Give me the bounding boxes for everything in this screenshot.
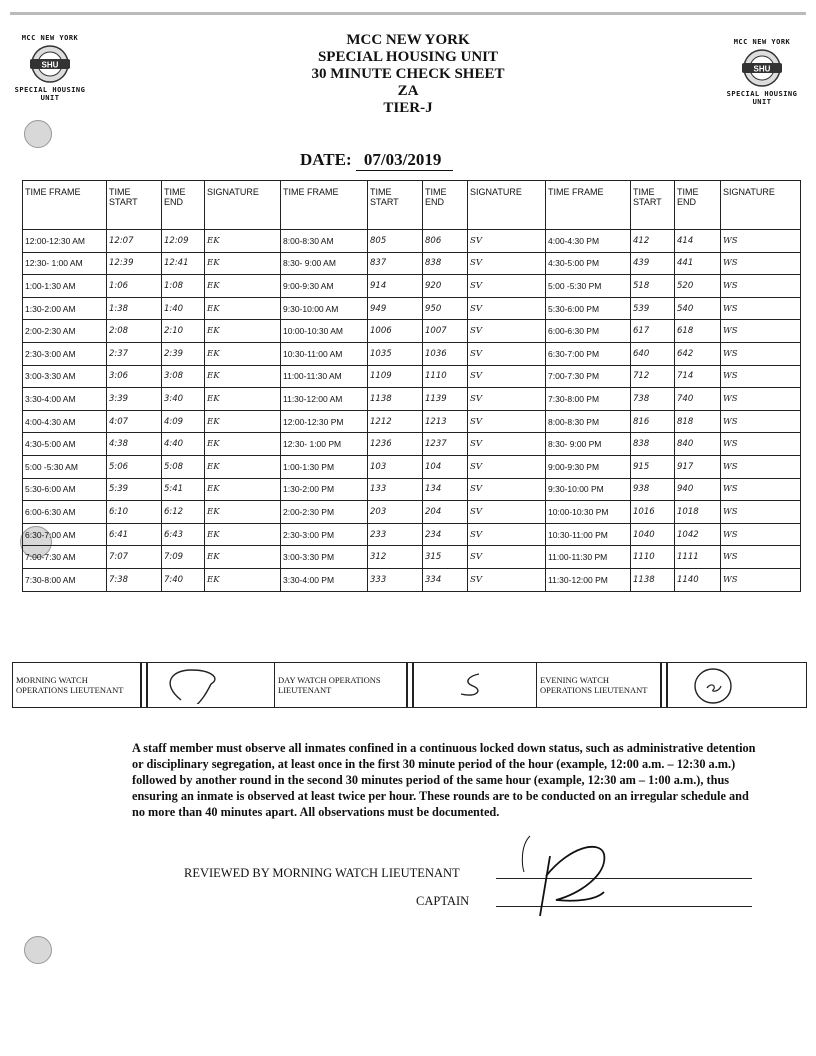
time-frame-cell: 7:00-7:30 AM — [23, 546, 107, 569]
right-seal-text: SHU — [753, 64, 771, 74]
time-start-cell: 412 — [631, 230, 675, 253]
time-start-cell: 640 — [631, 342, 675, 365]
signature-cell: EK — [205, 433, 281, 456]
time-frame-cell: 8:30- 9:00 AM — [281, 252, 368, 275]
column-header: TIME START — [368, 181, 423, 230]
time-end-cell: 1042 — [675, 523, 721, 546]
table-row — [23, 433, 801, 456]
time-frame-cell: 10:30-11:00 PM — [546, 523, 631, 546]
signature-cell: EK — [205, 342, 281, 365]
signature-cell: EK — [205, 523, 281, 546]
time-start-cell: 1016 — [631, 501, 675, 524]
time-frame-cell: 8:30- 9:00 PM — [546, 433, 631, 456]
time-frame-cell: 6:00-6:30 AM — [23, 501, 107, 524]
time-end-cell: 7:09 — [162, 546, 205, 569]
signature-cell: EK — [205, 230, 281, 253]
time-start-cell: 439 — [631, 252, 675, 275]
signature-cell: WS — [721, 478, 801, 501]
time-frame-cell: 9:00-9:30 PM — [546, 455, 631, 478]
time-frame-cell: 5:30-6:00 AM — [23, 478, 107, 501]
time-end-cell: 838 — [423, 252, 468, 275]
signature-cell: SV — [468, 478, 546, 501]
column-header: SIGNATURE — [205, 181, 281, 230]
time-frame-cell: 9:30-10:00 AM — [281, 297, 368, 320]
signature-cell: SV — [468, 568, 546, 591]
time-start-cell: 1236 — [368, 433, 423, 456]
time-end-cell: 740 — [675, 388, 721, 411]
column-header: TIME FRAME — [546, 181, 631, 230]
time-end-cell: 1007 — [423, 320, 468, 343]
evening-watch-label: EVENING WATCH OPERATIONS LIEUTENANT — [537, 663, 661, 708]
title-line: 30 MINUTE CHECK SHEET — [311, 66, 505, 82]
signature-cell: WS — [721, 455, 801, 478]
time-end-cell: 5:41 — [162, 478, 205, 501]
time-start-cell: 1035 — [368, 342, 423, 365]
time-start-cell: 915 — [631, 455, 675, 478]
time-start-cell: 1:38 — [107, 297, 162, 320]
title-line: MCC NEW YORK — [346, 32, 470, 48]
table-row — [23, 252, 801, 275]
time-end-cell: 4:09 — [162, 410, 205, 433]
table-row — [23, 523, 801, 546]
time-end-cell: 7:40 — [162, 568, 205, 591]
day-watch-label: DAY WATCH OPERATIONS LIEUTENANT — [275, 663, 407, 708]
time-frame-cell: 11:00-11:30 AM — [281, 365, 368, 388]
signature-cell: SV — [468, 388, 546, 411]
time-end-cell: 642 — [675, 342, 721, 365]
signature-cell: WS — [721, 230, 801, 253]
time-start-cell: 5:06 — [107, 455, 162, 478]
time-end-cell: 104 — [423, 455, 468, 478]
time-frame-cell: 7:30-8:00 PM — [546, 388, 631, 411]
signature-cell: SV — [468, 410, 546, 433]
column-header: TIME FRAME — [23, 181, 107, 230]
time-end-cell: 806 — [423, 230, 468, 253]
time-frame-cell: 9:00-9:30 AM — [281, 275, 368, 298]
date-label: DATE: — [300, 150, 352, 169]
policy-notice: A staff member must observe all inmates confined in a continuous locked down status, such as administrative detention or disciplinary segregation, at least once in the first 30 minute period of the hour (example, 12:00 a.m. – 12:30 a.m.) followed by another round in the second 30 minutes period of the same hour (example, 12:30 am – 1:00 a.m.), thus ensuring an inmate is observed at least twice per hour. These rounds are to be conducted on an irregular schedule and no more than 40 minutes apart. All observations must be documented. — [132, 741, 756, 819]
time-frame-cell: 4:00-4:30 AM — [23, 410, 107, 433]
time-frame-cell: 12:30- 1:00 PM — [281, 433, 368, 456]
time-frame-cell: 10:00-10:30 AM — [281, 320, 368, 343]
time-start-cell: 1138 — [631, 568, 675, 591]
time-frame-cell: 5:00 -5:30 PM — [546, 275, 631, 298]
time-frame-cell: 1:30-2:00 AM — [23, 297, 107, 320]
signature-cell: WS — [721, 365, 801, 388]
signature-cell: SV — [468, 455, 546, 478]
column-header: SIGNATURE — [721, 181, 801, 230]
time-end-cell: 134 — [423, 478, 468, 501]
signature-cell: WS — [721, 275, 801, 298]
time-frame-cell: 6:30-7:00 AM — [23, 523, 107, 546]
sheet-title — [258, 32, 558, 117]
time-start-cell: 7:38 — [107, 568, 162, 591]
signature-cell: WS — [721, 433, 801, 456]
time-end-cell: 414 — [675, 230, 721, 253]
time-start-cell: 949 — [368, 297, 423, 320]
column-header: TIME START — [107, 181, 162, 230]
table-row — [23, 478, 801, 501]
column-header: SIGNATURE — [468, 181, 546, 230]
time-end-cell: 3:40 — [162, 388, 205, 411]
date-row — [300, 150, 453, 171]
time-frame-cell: 3:30-4:00 AM — [23, 388, 107, 411]
signature-cell: WS — [721, 546, 801, 569]
signature-cell: EK — [205, 568, 281, 591]
table-row — [23, 410, 801, 433]
signature-cell: EK — [205, 478, 281, 501]
time-frame-cell: 7:00-7:30 PM — [546, 365, 631, 388]
time-end-cell: 920 — [423, 275, 468, 298]
reviewed-by-label: REVIEWED BY MORNING WATCH LIEUTENANT — [184, 866, 460, 880]
time-start-cell: 5:39 — [107, 478, 162, 501]
time-start-cell: 2:08 — [107, 320, 162, 343]
signature-cell: EK — [205, 410, 281, 433]
morning-watch-label: MORNING WATCH OPERATIONS LIEUTENANT — [13, 663, 141, 708]
time-end-cell: 818 — [675, 410, 721, 433]
signature-cell: SV — [468, 320, 546, 343]
day-watch-signature — [413, 663, 537, 708]
time-frame-cell: 6:30-7:00 PM — [546, 342, 631, 365]
signature-cell: SV — [468, 275, 546, 298]
signature-cell: EK — [205, 455, 281, 478]
time-start-cell: 1138 — [368, 388, 423, 411]
time-start-cell: 1109 — [368, 365, 423, 388]
signature-cell: SV — [468, 433, 546, 456]
right-logo-top-text: MCC NEW YORK — [733, 38, 791, 46]
column-header: TIME FRAME — [281, 181, 368, 230]
time-start-cell: 103 — [368, 455, 423, 478]
time-frame-cell: 8:00-8:30 AM — [281, 230, 368, 253]
time-start-cell: 539 — [631, 297, 675, 320]
column-header: TIME END — [162, 181, 205, 230]
time-start-cell: 738 — [631, 388, 675, 411]
signature-scrawl-icon — [417, 664, 527, 704]
signature-cell: SV — [468, 297, 546, 320]
signature-cell: SV — [468, 230, 546, 253]
time-start-cell: 1040 — [631, 523, 675, 546]
signature-cell: SV — [468, 501, 546, 524]
table-row — [23, 501, 801, 524]
left-logo-bottom-text: SPECIAL HOUSING UNIT — [14, 86, 86, 102]
signature-cell: WS — [721, 568, 801, 591]
time-start-cell: 837 — [368, 252, 423, 275]
signature-cell: EK — [205, 252, 281, 275]
signature-cell: SV — [468, 365, 546, 388]
left-logo-top-text: MCC NEW YORK — [21, 34, 79, 42]
time-frame-cell: 12:30- 1:00 AM — [23, 252, 107, 275]
time-start-cell: 1212 — [368, 410, 423, 433]
time-frame-cell: 10:00-10:30 PM — [546, 501, 631, 524]
right-logo-bottom-text: SPECIAL HOUSING UNIT — [726, 90, 798, 106]
time-end-cell: 840 — [675, 433, 721, 456]
time-frame-cell: 12:00-12:30 AM — [23, 230, 107, 253]
check-log-table — [22, 180, 801, 592]
time-frame-cell: 2:00-2:30 PM — [281, 501, 368, 524]
time-start-cell: 133 — [368, 478, 423, 501]
shu-seal-icon — [739, 48, 785, 88]
time-start-cell: 1110 — [631, 546, 675, 569]
time-start-cell: 4:38 — [107, 433, 162, 456]
table-row — [23, 297, 801, 320]
title-line: ZA — [397, 83, 419, 99]
time-end-cell: 950 — [423, 297, 468, 320]
time-frame-cell: 1:00-1:30 AM — [23, 275, 107, 298]
time-start-cell: 1:06 — [107, 275, 162, 298]
time-start-cell: 3:06 — [107, 365, 162, 388]
signature-cell: WS — [721, 252, 801, 275]
signature-cell: EK — [205, 320, 281, 343]
time-frame-cell: 1:00-1:30 PM — [281, 455, 368, 478]
time-start-cell: 12:39 — [107, 252, 162, 275]
time-end-cell: 618 — [675, 320, 721, 343]
time-frame-cell: 2:30-3:00 AM — [23, 342, 107, 365]
time-start-cell: 938 — [631, 478, 675, 501]
page-top-edge — [10, 12, 806, 15]
time-start-cell: 3:39 — [107, 388, 162, 411]
time-end-cell: 2:39 — [162, 342, 205, 365]
table-row — [23, 546, 801, 569]
captain-label: CAPTAIN — [416, 894, 470, 908]
time-start-cell: 2:37 — [107, 342, 162, 365]
right-logo — [720, 38, 804, 106]
time-end-cell: 3:08 — [162, 365, 205, 388]
table-header-row — [23, 181, 801, 230]
time-frame-cell: 2:00-2:30 AM — [23, 320, 107, 343]
time-start-cell: 914 — [368, 275, 423, 298]
time-end-cell: 12:41 — [162, 252, 205, 275]
time-frame-cell: 4:00-4:30 PM — [546, 230, 631, 253]
table-row — [23, 320, 801, 343]
signature-cell: EK — [205, 546, 281, 569]
time-end-cell: 1:08 — [162, 275, 205, 298]
time-frame-cell: 7:30-8:00 AM — [23, 568, 107, 591]
time-start-cell: 6:10 — [107, 501, 162, 524]
time-end-cell: 917 — [675, 455, 721, 478]
time-end-cell: 441 — [675, 252, 721, 275]
time-end-cell: 1111 — [675, 546, 721, 569]
time-end-cell: 6:43 — [162, 523, 205, 546]
time-frame-cell: 3:30-4:00 PM — [281, 568, 368, 591]
left-seal-text: SHU — [41, 60, 59, 70]
time-frame-cell: 3:00-3:30 PM — [281, 546, 368, 569]
date-value: 07/03/2019 — [356, 150, 453, 171]
time-end-cell: 540 — [675, 297, 721, 320]
signature-cell: SV — [468, 546, 546, 569]
time-start-cell: 12:07 — [107, 230, 162, 253]
signature-cell: WS — [721, 388, 801, 411]
time-end-cell: 1:40 — [162, 297, 205, 320]
time-end-cell: 234 — [423, 523, 468, 546]
time-end-cell: 204 — [423, 501, 468, 524]
table-body — [23, 230, 801, 592]
time-end-cell: 6:12 — [162, 501, 205, 524]
time-start-cell: 4:07 — [107, 410, 162, 433]
signature-cell: EK — [205, 365, 281, 388]
table-row — [23, 275, 801, 298]
signature-cell: EK — [205, 297, 281, 320]
time-frame-cell: 10:30-11:00 AM — [281, 342, 368, 365]
time-start-cell: 312 — [368, 546, 423, 569]
time-frame-cell: 6:00-6:30 PM — [546, 320, 631, 343]
lieutenant-signature-table — [12, 662, 807, 708]
column-header: TIME END — [675, 181, 721, 230]
time-frame-cell: 5:30-6:00 PM — [546, 297, 631, 320]
time-end-cell: 1036 — [423, 342, 468, 365]
time-end-cell: 1237 — [423, 433, 468, 456]
signature-cell: EK — [205, 501, 281, 524]
punch-hole — [24, 120, 52, 148]
time-end-cell: 1213 — [423, 410, 468, 433]
signature-cell: WS — [721, 410, 801, 433]
left-logo — [8, 34, 92, 102]
time-frame-cell: 4:30-5:00 AM — [23, 433, 107, 456]
time-frame-cell: 2:30-3:00 PM — [281, 523, 368, 546]
time-start-cell: 838 — [631, 433, 675, 456]
time-end-cell: 4:40 — [162, 433, 205, 456]
time-start-cell: 233 — [368, 523, 423, 546]
table-row — [23, 365, 801, 388]
table-row — [23, 230, 801, 253]
evening-watch-signature — [667, 663, 807, 708]
signature-scrawl-icon — [151, 664, 271, 704]
time-start-cell: 617 — [631, 320, 675, 343]
shu-seal-icon — [27, 44, 73, 84]
time-start-cell: 1006 — [368, 320, 423, 343]
lieutenant-row — [13, 663, 807, 708]
signature-cell: SV — [468, 342, 546, 365]
title-line: TIER-J — [383, 100, 433, 116]
signature-cell: WS — [721, 320, 801, 343]
time-end-cell: 12:09 — [162, 230, 205, 253]
table-row — [23, 342, 801, 365]
table-row — [23, 388, 801, 411]
time-frame-cell: 11:00-11:30 PM — [546, 546, 631, 569]
time-frame-cell: 3:00-3:30 AM — [23, 365, 107, 388]
time-start-cell: 7:07 — [107, 546, 162, 569]
time-end-cell: 714 — [675, 365, 721, 388]
signature-cell: SV — [468, 523, 546, 546]
time-end-cell: 315 — [423, 546, 468, 569]
time-frame-cell: 12:00-12:30 PM — [281, 410, 368, 433]
time-frame-cell: 4:30-5:00 PM — [546, 252, 631, 275]
signature-cell: EK — [205, 275, 281, 298]
time-end-cell: 940 — [675, 478, 721, 501]
time-start-cell: 805 — [368, 230, 423, 253]
time-start-cell: 333 — [368, 568, 423, 591]
time-end-cell: 520 — [675, 275, 721, 298]
column-header: TIME END — [423, 181, 468, 230]
punch-hole — [24, 936, 52, 964]
signature-cell: WS — [721, 297, 801, 320]
time-end-cell: 2:10 — [162, 320, 205, 343]
time-frame-cell: 1:30-2:00 PM — [281, 478, 368, 501]
title-line: SPECIAL HOUSING UNIT — [317, 49, 499, 65]
time-frame-cell: 9:30-10:00 PM — [546, 478, 631, 501]
time-end-cell: 334 — [423, 568, 468, 591]
signature-cell: WS — [721, 342, 801, 365]
table-row — [23, 455, 801, 478]
table-row — [23, 568, 801, 591]
signature-cell: WS — [721, 501, 801, 524]
time-end-cell: 1018 — [675, 501, 721, 524]
time-frame-cell: 11:30-12:00 PM — [546, 568, 631, 591]
time-start-cell: 6:41 — [107, 523, 162, 546]
time-end-cell: 1110 — [423, 365, 468, 388]
time-start-cell: 518 — [631, 275, 675, 298]
time-start-cell: 816 — [631, 410, 675, 433]
time-end-cell: 5:08 — [162, 455, 205, 478]
time-start-cell: 712 — [631, 365, 675, 388]
time-start-cell: 203 — [368, 501, 423, 524]
time-frame-cell: 11:30-12:00 AM — [281, 388, 368, 411]
signature-cell: SV — [468, 252, 546, 275]
signature-scrawl-icon — [671, 664, 801, 704]
signature-cell: WS — [721, 523, 801, 546]
time-end-cell: 1140 — [675, 568, 721, 591]
captain-signature-scrawl-icon — [500, 816, 610, 926]
column-header: TIME START — [631, 181, 675, 230]
signature-cell: EK — [205, 388, 281, 411]
time-end-cell: 1139 — [423, 388, 468, 411]
time-frame-cell: 5:00 -5:30 AM — [23, 455, 107, 478]
time-frame-cell: 8:00-8:30 PM — [546, 410, 631, 433]
morning-watch-signature — [147, 663, 275, 708]
